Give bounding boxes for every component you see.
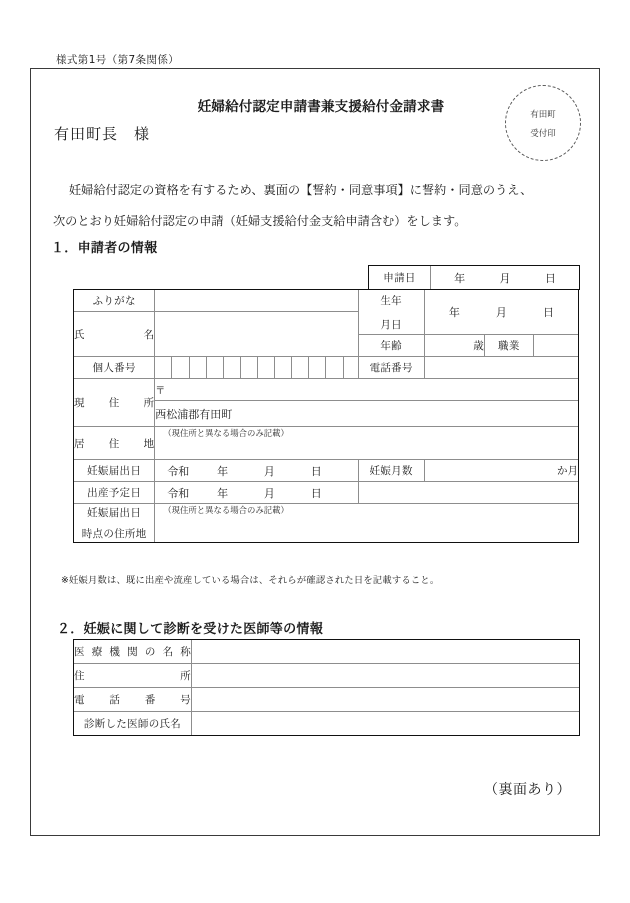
- month-unit: 月: [263, 486, 275, 500]
- age-input[interactable]: [424, 335, 484, 357]
- table-row: [74, 664, 580, 688]
- address-at-notice-input[interactable]: [155, 504, 579, 543]
- table-row: [74, 482, 579, 504]
- table-row: [369, 266, 580, 290]
- address-at-notice-label-line-2: 時点の住所地: [81, 528, 147, 540]
- diagnosing-doctor-name-input[interactable]: [192, 712, 580, 736]
- address-prefilled-text: 西松浦郡有田町: [155, 407, 233, 421]
- birth-date-label: [358, 290, 424, 335]
- reception-stamp: [505, 85, 581, 161]
- residence-input[interactable]: [155, 427, 579, 460]
- address-at-notice-label: [74, 504, 155, 543]
- month-unit: 月: [499, 271, 511, 285]
- address-at-notice-note: （現住所と異なる場合のみ記載）: [163, 505, 289, 515]
- table-row: [74, 427, 579, 460]
- postal-mark-icon: 〒: [155, 386, 166, 397]
- due-date-input[interactable]: [155, 482, 358, 504]
- pregnancy-notice-date-label: 妊娠届出日: [74, 460, 155, 482]
- my-number-box[interactable]: [292, 357, 309, 379]
- application-date-table: [368, 265, 580, 290]
- table-row: [74, 290, 579, 312]
- pregnancy-notice-date-input[interactable]: [155, 460, 358, 482]
- my-number-box[interactable]: [206, 357, 223, 379]
- age-label: 年齢: [358, 335, 424, 357]
- day-unit: 日: [310, 464, 322, 478]
- table-row: [74, 712, 580, 736]
- page-title: 妊婦給付認定申請書兼支援給付金請求書: [197, 99, 445, 115]
- my-number-box[interactable]: [223, 357, 240, 379]
- medical-institution-name-label: 医療機関の名称: [74, 640, 192, 664]
- year-unit: 年: [217, 464, 229, 478]
- form-id-label: 様式第1号（第7条関係）: [56, 54, 180, 66]
- year-unit: 年: [454, 271, 466, 285]
- residence-note: （現住所と異なる場合のみ記載）: [163, 428, 289, 438]
- due-date-label: 出産予定日: [74, 482, 155, 504]
- stamp-line-1: 有田町: [530, 109, 556, 120]
- name-label: 氏 名: [74, 312, 155, 357]
- application-date-field[interactable]: [431, 266, 580, 290]
- occupation-label: 職業: [484, 335, 533, 357]
- form-sheet: [30, 68, 600, 836]
- doctor-information-table: [73, 639, 580, 736]
- year-unit: 年: [448, 306, 460, 319]
- medical-phone-label: 電 話 番 号: [74, 688, 192, 712]
- residence-label: 居 住 地: [74, 427, 155, 460]
- my-number-box[interactable]: [172, 357, 189, 379]
- applicant-information-table: [73, 289, 579, 543]
- era-label: 令和: [167, 486, 190, 500]
- my-number-box[interactable]: [240, 357, 257, 379]
- back-side-notice: （裏面あり）: [484, 782, 571, 798]
- table-row: [74, 379, 579, 401]
- my-number-box[interactable]: [326, 357, 343, 379]
- address-at-notice-label-line-1: 妊娠届出日: [87, 507, 142, 519]
- application-date-label: 申請日: [369, 266, 431, 290]
- name-input[interactable]: [155, 312, 358, 357]
- intro-line-2: 次のとおり妊婦給付認定の申請（妊婦支援給付金支給申請含む）をします。: [53, 214, 467, 228]
- medical-institution-name-input[interactable]: [192, 640, 580, 664]
- era-label: 令和: [167, 464, 190, 478]
- table-row: [74, 640, 580, 664]
- pregnancy-months-unit: か月: [557, 465, 578, 477]
- occupation-input[interactable]: [533, 335, 578, 357]
- pregnancy-months-label: 妊娠月数: [358, 460, 424, 482]
- birth-date-label-line-1: 生年: [380, 294, 402, 307]
- furigana-label: ふりがな: [74, 290, 155, 312]
- my-number-box[interactable]: [275, 357, 292, 379]
- furigana-input[interactable]: [155, 290, 358, 312]
- stamp-line-2: 受付印: [530, 128, 556, 139]
- phone-label: 電話番号: [358, 357, 424, 379]
- my-number-box[interactable]: [189, 357, 206, 379]
- my-number-label: 個人番号: [74, 357, 155, 379]
- my-number-box[interactable]: [155, 357, 172, 379]
- pregnancy-months-input[interactable]: [424, 460, 578, 482]
- birth-date-label-line-2: 月日: [380, 318, 402, 331]
- section-2-heading: ２．妊娠に関して診断を受けた医師等の情報: [57, 622, 324, 637]
- spacer-cell: [343, 357, 358, 379]
- due-date-spacer: [358, 482, 578, 504]
- postal-code-input[interactable]: [155, 379, 579, 401]
- table-row: [74, 688, 580, 712]
- table-row: [74, 357, 579, 379]
- month-unit: 月: [495, 306, 507, 319]
- intro-line-1: 妊婦給付認定の資格を有するため、裏面の【誓約・同意事項】に誓約・同意のうえ、: [69, 183, 533, 197]
- section-1-heading: １．申請者の情報: [51, 241, 158, 256]
- year-unit: 年: [217, 486, 229, 500]
- intro-paragraph: [53, 175, 581, 237]
- pregnancy-months-footnote: ※妊娠月数は、既に出産や流産している場合は、それらが確認された日を記載すること。: [61, 575, 440, 586]
- phone-input[interactable]: [424, 357, 578, 379]
- addressee-label: 有田町長 様: [54, 125, 151, 143]
- medical-address-label: 住 所: [74, 664, 192, 688]
- month-unit: 月: [263, 464, 275, 478]
- diagnosing-doctor-name-label: 診断した医師の氏名: [74, 712, 192, 736]
- current-address-label: 現 住 所: [74, 379, 155, 427]
- day-unit: 日: [542, 306, 554, 319]
- my-number-box[interactable]: [309, 357, 326, 379]
- medical-phone-input[interactable]: [192, 688, 580, 712]
- table-row: [74, 460, 579, 482]
- birth-date-input[interactable]: [424, 290, 578, 335]
- current-address-input[interactable]: [155, 401, 579, 427]
- age-unit: 歳: [473, 340, 484, 352]
- day-unit: 日: [310, 486, 322, 500]
- day-unit: 日: [544, 271, 556, 285]
- medical-address-input[interactable]: [192, 664, 580, 688]
- my-number-box[interactable]: [257, 357, 274, 379]
